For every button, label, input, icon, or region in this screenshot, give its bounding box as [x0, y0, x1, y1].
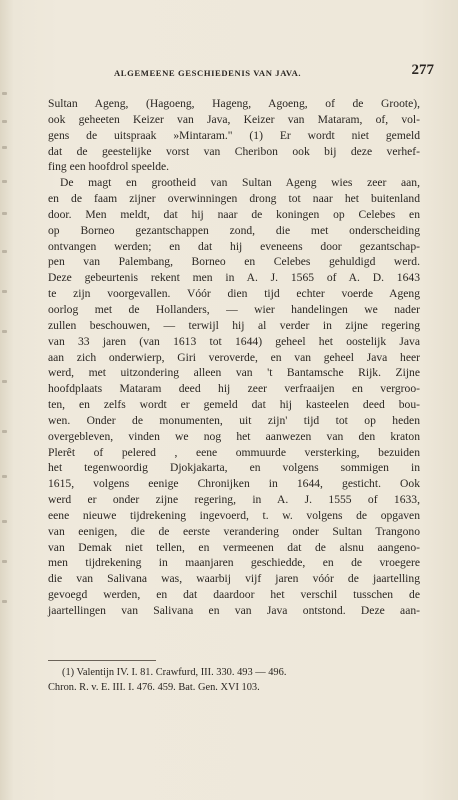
text-line: men tijdrekening in maanjaren geschiedde, en de vroegere	[48, 556, 420, 570]
page-header	[104, 62, 434, 82]
text-line: van eenigen, die de eerste verandering onder Sultan Trangono	[48, 524, 420, 538]
footnote-line: (1) Valentijn IV. I. 81. Crawfurd, III. 330. 493 — 496.	[62, 667, 287, 678]
text-line: ook geheeten Keizer van Java, Keizer van Mataram, of, vol-	[48, 112, 420, 126]
text-line: Deze gebeurtenis rekent men in A. J. 1565 of A. D. 1643	[48, 271, 420, 285]
footnote-divider	[48, 660, 156, 661]
text-line: jaartellingen van Salivana en van Java ontstond. Deze aan-	[48, 604, 420, 617]
text-line: oorlog met de Hollanders, — wier handelingen we nader	[48, 302, 420, 316]
text-line: overgebleven, vinden we nog het aanwezen van den kraton	[48, 429, 420, 443]
text-line: pen van Palembang, Borneo en Celebes gehuldigd werd.	[48, 255, 420, 269]
text-line: De magt en grootheid van Sultan Ageng wies zeer aan,	[60, 176, 420, 190]
text-line: Plerêt of pelered , eene ommuurde versterking, bezuiden	[48, 445, 420, 459]
text-line: dat de geestelijke vorst van Cheribon ook bij deze verhef-	[48, 144, 420, 158]
page-number: 277	[411, 62, 434, 78]
text-line: eene nieuwe tijdrekening ingevoerd, t. w. volgens de opgaven	[48, 508, 420, 522]
text-line: ontvangen werden; en dat hij eveneens door gezantschap-	[48, 239, 420, 253]
text-line: aan zich onderwierp, Giri veroverde, en van geheel Java heer	[48, 350, 420, 364]
text-line: te zijn voorgevallen. Vóór dien tijd echter voerde Ageng	[48, 287, 420, 301]
text-line: Sultan Ageng, (Hagoeng, Hageng, Agoeng, of de Groote),	[48, 97, 420, 110]
text-line: werd, met uitzondering alleen van 't Bantamsche Rijk. Zijne	[48, 366, 420, 380]
text-line: en de faam zijner overwinningen drong tot naar het buitenland	[48, 192, 420, 206]
running-title: ALGEMEENE GESCHIEDENIS VAN JAVA.	[114, 68, 302, 78]
text-line: hoofdplaats Mataram deed hij zeer verfraaijen en vergroo-	[48, 382, 420, 396]
text-line: zullen beschouwen, — terwijl hij al verder in zijne regering	[48, 318, 420, 332]
bleed-through-marks	[0, 80, 12, 640]
body-text	[48, 96, 420, 619]
footnotes	[48, 666, 420, 695]
text-line: van 33 jaren (van 1613 tot 1644) geheel het oostelijk Java	[48, 334, 420, 348]
footnote-line: Chron. R. v. E. III. I. 476. 459. Bat. Gen. XVI 103.	[48, 681, 260, 693]
text-line: ten, en zelfs wordt er gemeld dat hij kasteelen deed bou-	[48, 398, 420, 412]
text-line: wen. Onder de monumenten, uit zijn' tijd tot op heden	[48, 413, 420, 427]
text-line: gens de uitspraak »Mintaram." (1) Er wordt niet gemeld	[48, 128, 420, 142]
text-line: door. Men meldt, dat hij naar de koningen op Celebes en	[48, 207, 420, 221]
text-line: werd er onder zijne regering, in A. J. 1555 of 1633,	[48, 493, 420, 507]
text-line: 1615, volgens eenige Chronijken in 1644, gesticht. Ook	[48, 477, 420, 491]
text-line: op Borneo gezantschappen zond, die met onderscheiding	[48, 223, 420, 237]
text-line: het tegenwoordig Djokjakarta, en volgens sommigen in	[48, 461, 420, 475]
text-line: gevoegd werden, en dat daardoor het verschil tusschen de	[48, 588, 420, 602]
text-line: van Demak niet tellen, en vermeenen dat de alsnu aangeno-	[48, 540, 420, 554]
text-line: fing een hoofdrol speelde.	[48, 160, 170, 174]
text-line: die van Salivana was, waarbij vijf jaren vóór de jaartelling	[48, 572, 420, 586]
